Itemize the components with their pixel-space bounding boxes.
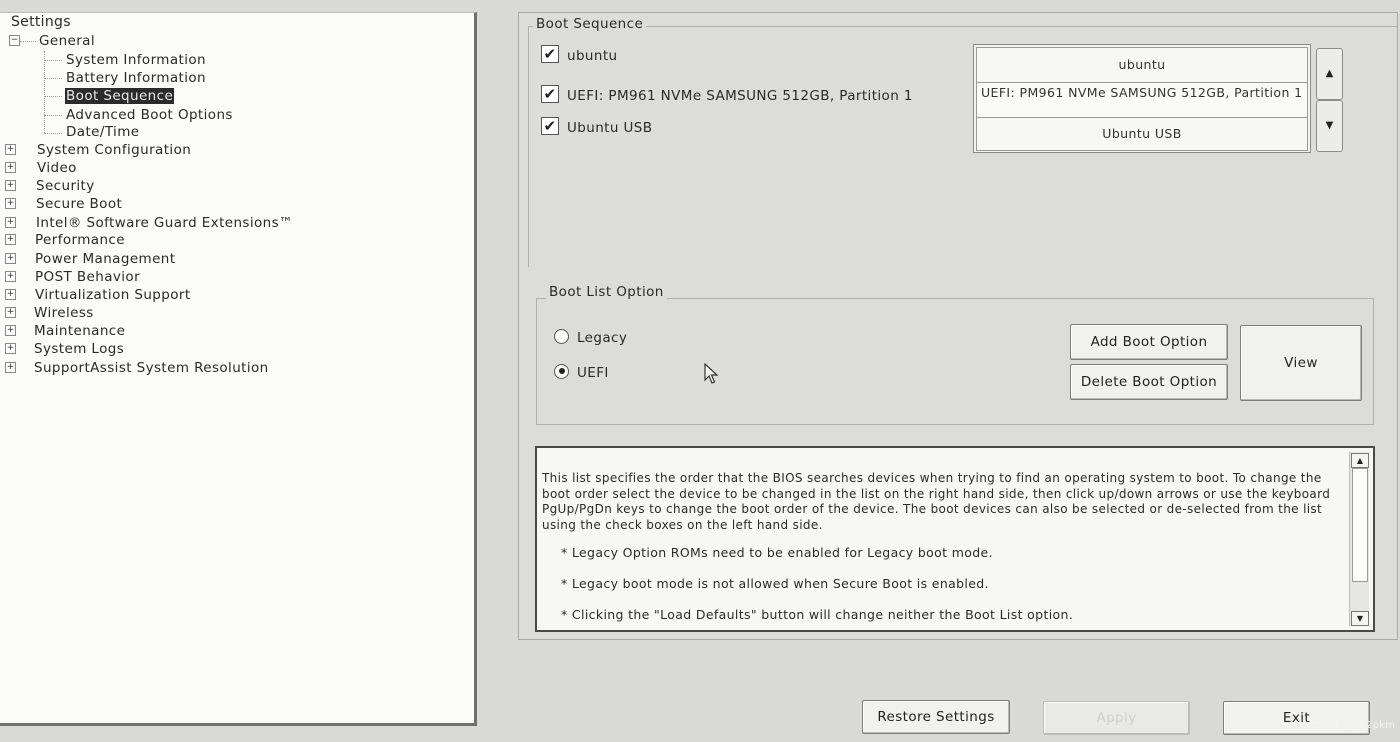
checkbox-ubuntu-usb[interactable]: ✔ [541, 117, 559, 135]
move-up-button[interactable] [1316, 48, 1343, 100]
up-arrow-icon: ▲ [1325, 68, 1334, 79]
help-scrollbar[interactable] [1349, 452, 1369, 626]
tree-item-battery-information[interactable]: Battery Information [66, 70, 207, 86]
help-bullet: * Legacy Option ROMs need to be enabled for Legacy boot mode. [561, 545, 993, 560]
tree-item-general[interactable]: General [39, 33, 96, 49]
move-down-button[interactable] [1316, 100, 1343, 152]
expand-icon[interactable]: + [6, 217, 15, 227]
tree-item-virtualization-support[interactable]: Virtualization Support [35, 287, 191, 303]
expand-icon[interactable]: + [6, 144, 15, 154]
mouse-pointer-icon [704, 363, 720, 389]
tree-connector [44, 51, 45, 133]
settings-tree-panel [0, 12, 477, 726]
expand-icon[interactable]: + [6, 325, 15, 335]
expand-icon[interactable]: + [6, 289, 15, 299]
tree-item-boot-sequence[interactable] [65, 88, 174, 105]
tree-item-security[interactable]: Security [36, 178, 95, 194]
tree-connector [44, 115, 62, 116]
checkbox-uefi-nvme[interactable]: ✔ [541, 85, 559, 103]
apply-button[interactable]: Apply [1043, 701, 1190, 735]
expand-icon[interactable]: + [6, 271, 15, 281]
tree-item-secure-boot[interactable]: Secure Boot [36, 196, 123, 212]
tree-connector [20, 41, 36, 42]
expand-icon[interactable]: + [6, 307, 15, 317]
tree-connector [44, 78, 62, 79]
expand-icon[interactable]: + [6, 234, 15, 244]
radio-uefi[interactable] [554, 364, 569, 379]
scroll-up-icon[interactable]: ▲ [1351, 453, 1369, 468]
help-description-box [535, 446, 1375, 632]
tree-item-performance[interactable]: Performance [35, 232, 125, 248]
radio-uefi-row[interactable] [554, 365, 609, 381]
delete-boot-option-button[interactable]: Delete Boot Option [1070, 364, 1228, 400]
down-arrow-icon: ▼ [1325, 120, 1334, 131]
expand-icon[interactable]: + [6, 162, 15, 172]
tree-item-system-logs[interactable]: System Logs [34, 341, 125, 357]
tree-connector [44, 60, 62, 61]
checkbox-ubuntu[interactable]: ✔ [541, 45, 559, 63]
tree-item-wireless[interactable]: Wireless [34, 305, 94, 321]
expand-icon[interactable]: + [6, 198, 15, 208]
tree-item-power-management[interactable]: Power Management [35, 251, 176, 267]
boot-order-item[interactable]: Ubuntu USB [976, 117, 1308, 151]
boot-device-label: UEFI: PM961 NVMe SAMSUNG 512GB, Partition 1 [567, 88, 913, 104]
scroll-down-icon[interactable]: ▼ [1351, 611, 1369, 626]
expand-icon[interactable]: + [6, 362, 15, 372]
boot-order-item[interactable]: UEFI: PM961 NVMe SAMSUNG 512GB, Partition 1 [976, 82, 1308, 122]
collapse-icon[interactable]: − [10, 35, 19, 45]
watermark: CSDN @762pkm [1310, 720, 1396, 731]
restore-settings-button[interactable]: Restore Settings [862, 700, 1010, 734]
exit-button[interactable]: Exit [1223, 701, 1370, 735]
expand-icon[interactable]: + [6, 180, 15, 190]
scroll-thumb[interactable] [1352, 468, 1368, 582]
tree-item-supportassist[interactable]: SupportAssist System Resolution [34, 360, 269, 376]
boot-device-label: Ubuntu USB [567, 120, 653, 136]
tree-item-video[interactable]: Video [37, 160, 77, 176]
view-button[interactable]: View [1240, 325, 1362, 401]
boot-sequence-legend: Boot Sequence [533, 16, 646, 32]
tree-item-system-information[interactable]: System Information [66, 52, 206, 68]
boot-order-item[interactable]: ubuntu [976, 47, 1308, 83]
help-description-text: This list specifies the order that the BIOS searches devices when trying to find an operating system to boot. To change the boot order select the device to be changed in the list on the right hand side, then click up/down arrows or use the keyboard PgUp/PgDn keys to change the boot order of the device. The boot devices can also be selected or de-selected from the list using the check boxes on the left hand side. [542, 471, 1331, 532]
add-boot-option-button[interactable]: Add Boot Option [1070, 324, 1228, 360]
tree-item-boot-sequence-label: Boot Sequence [66, 88, 174, 104]
tree-connector [44, 133, 62, 134]
boot-device-ubuntu-usb[interactable] [541, 119, 652, 137]
tree-item-date-time[interactable]: Date/Time [66, 124, 140, 140]
radio-uefi-label: UEFI [577, 365, 609, 381]
tree-item-system-configuration[interactable]: System Configuration [37, 142, 192, 158]
boot-order-list[interactable] [973, 44, 1311, 153]
help-bullet: * Legacy boot mode is not allowed when Secure Boot is enabled. [561, 576, 989, 591]
radio-legacy-row[interactable] [554, 330, 627, 346]
boot-device-label: ubuntu [567, 48, 618, 64]
tree-item-intel-sgx[interactable]: Intel® Software Guard Extensions™ [36, 215, 293, 231]
boot-list-option-legend: Boot List Option [546, 284, 667, 300]
tree-connector [44, 96, 62, 97]
radio-legacy[interactable] [554, 329, 569, 344]
tree-item-maintenance[interactable]: Maintenance [34, 323, 126, 339]
expand-icon[interactable]: + [6, 253, 15, 263]
help-bullet: * Clicking the "Load Defaults" button will change neither the Boot List option. [561, 607, 1074, 622]
boot-device-ubuntu[interactable] [541, 47, 618, 65]
radio-legacy-label: Legacy [577, 330, 628, 346]
expand-icon[interactable]: + [6, 343, 15, 353]
tree-title: Settings [11, 14, 71, 30]
boot-device-uefi-nvme[interactable] [541, 87, 913, 105]
tree-item-post-behavior[interactable]: POST Behavior [35, 269, 141, 285]
tree-item-advanced-boot-options[interactable]: Advanced Boot Options [66, 107, 233, 123]
